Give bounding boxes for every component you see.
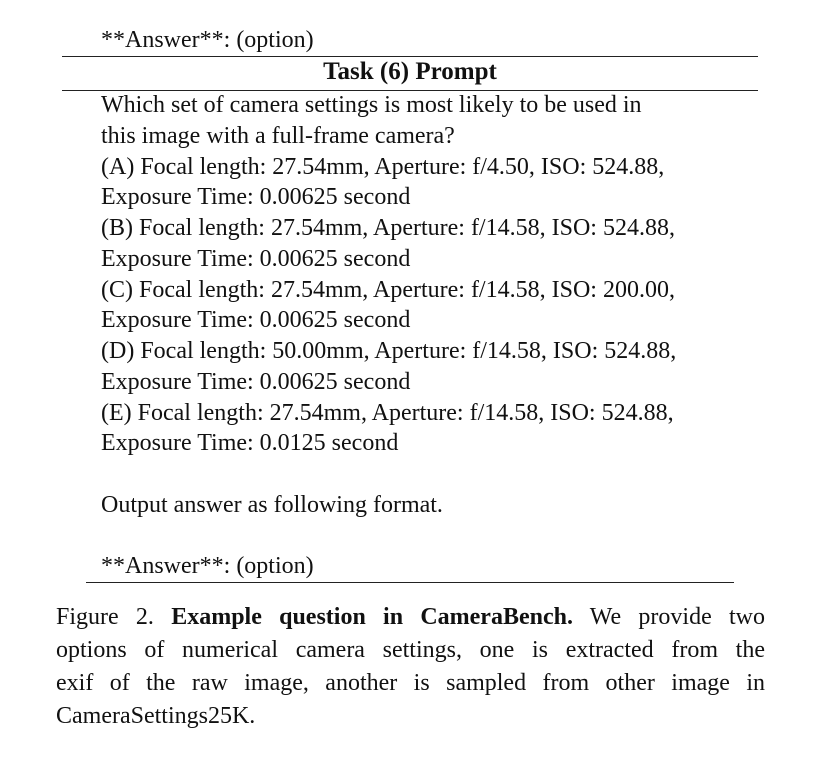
caption-line-3: exif of the raw image, another is sampled from other image in: [56, 670, 765, 696]
caption-line-1-rest: We provide two: [589, 604, 765, 630]
bottom-rule: [86, 582, 734, 583]
answer-format-line: **Answer**: (option): [101, 553, 314, 579]
option-b-line-2: Exposure Time: 0.00625 second: [101, 246, 411, 272]
caption-bold-title: Example question in CameraBench.: [171, 604, 573, 630]
figure-label: Figure 2.: [56, 604, 154, 630]
format-instruction: Output answer as following format.: [101, 492, 443, 518]
option-c-line-2: Exposure Time: 0.00625 second: [101, 307, 411, 333]
caption-line-1: [56, 601, 765, 633]
prompt-title: Task (6) Prompt: [323, 58, 497, 85]
option-a-line-2: Exposure Time: 0.00625 second: [101, 184, 411, 210]
option-b-line-1: (B) Focal length: 27.54mm, Aperture: f/14.58, ISO: 524.88,: [101, 215, 675, 241]
option-d-line-2: Exposure Time: 0.00625 second: [101, 369, 411, 395]
previous-answer-line: **Answer**: (option): [101, 27, 314, 53]
question-line-2: this image with a full-frame camera?: [101, 123, 455, 149]
option-e-line-1: (E) Focal length: 27.54mm, Aperture: f/14.58, ISO: 524.88,: [101, 400, 674, 426]
question-line-1: Which set of camera settings is most likely to be used in: [101, 92, 642, 118]
option-d-line-1: (D) Focal length: 50.00mm, Aperture: f/14.58, ISO: 524.88,: [101, 338, 677, 364]
caption-line-2: options of numerical camera settings, one is extracted from the: [56, 637, 765, 663]
option-c-line-1: (C) Focal length: 27.54mm, Aperture: f/14.58, ISO: 200.00,: [101, 277, 675, 303]
option-a-line-1: (A) Focal length: 27.54mm, Aperture: f/4.50, ISO: 524.88,: [101, 154, 665, 180]
option-e-line-2: Exposure Time: 0.0125 second: [101, 430, 399, 456]
caption-line-4: CameraSettings25K.: [56, 703, 256, 729]
